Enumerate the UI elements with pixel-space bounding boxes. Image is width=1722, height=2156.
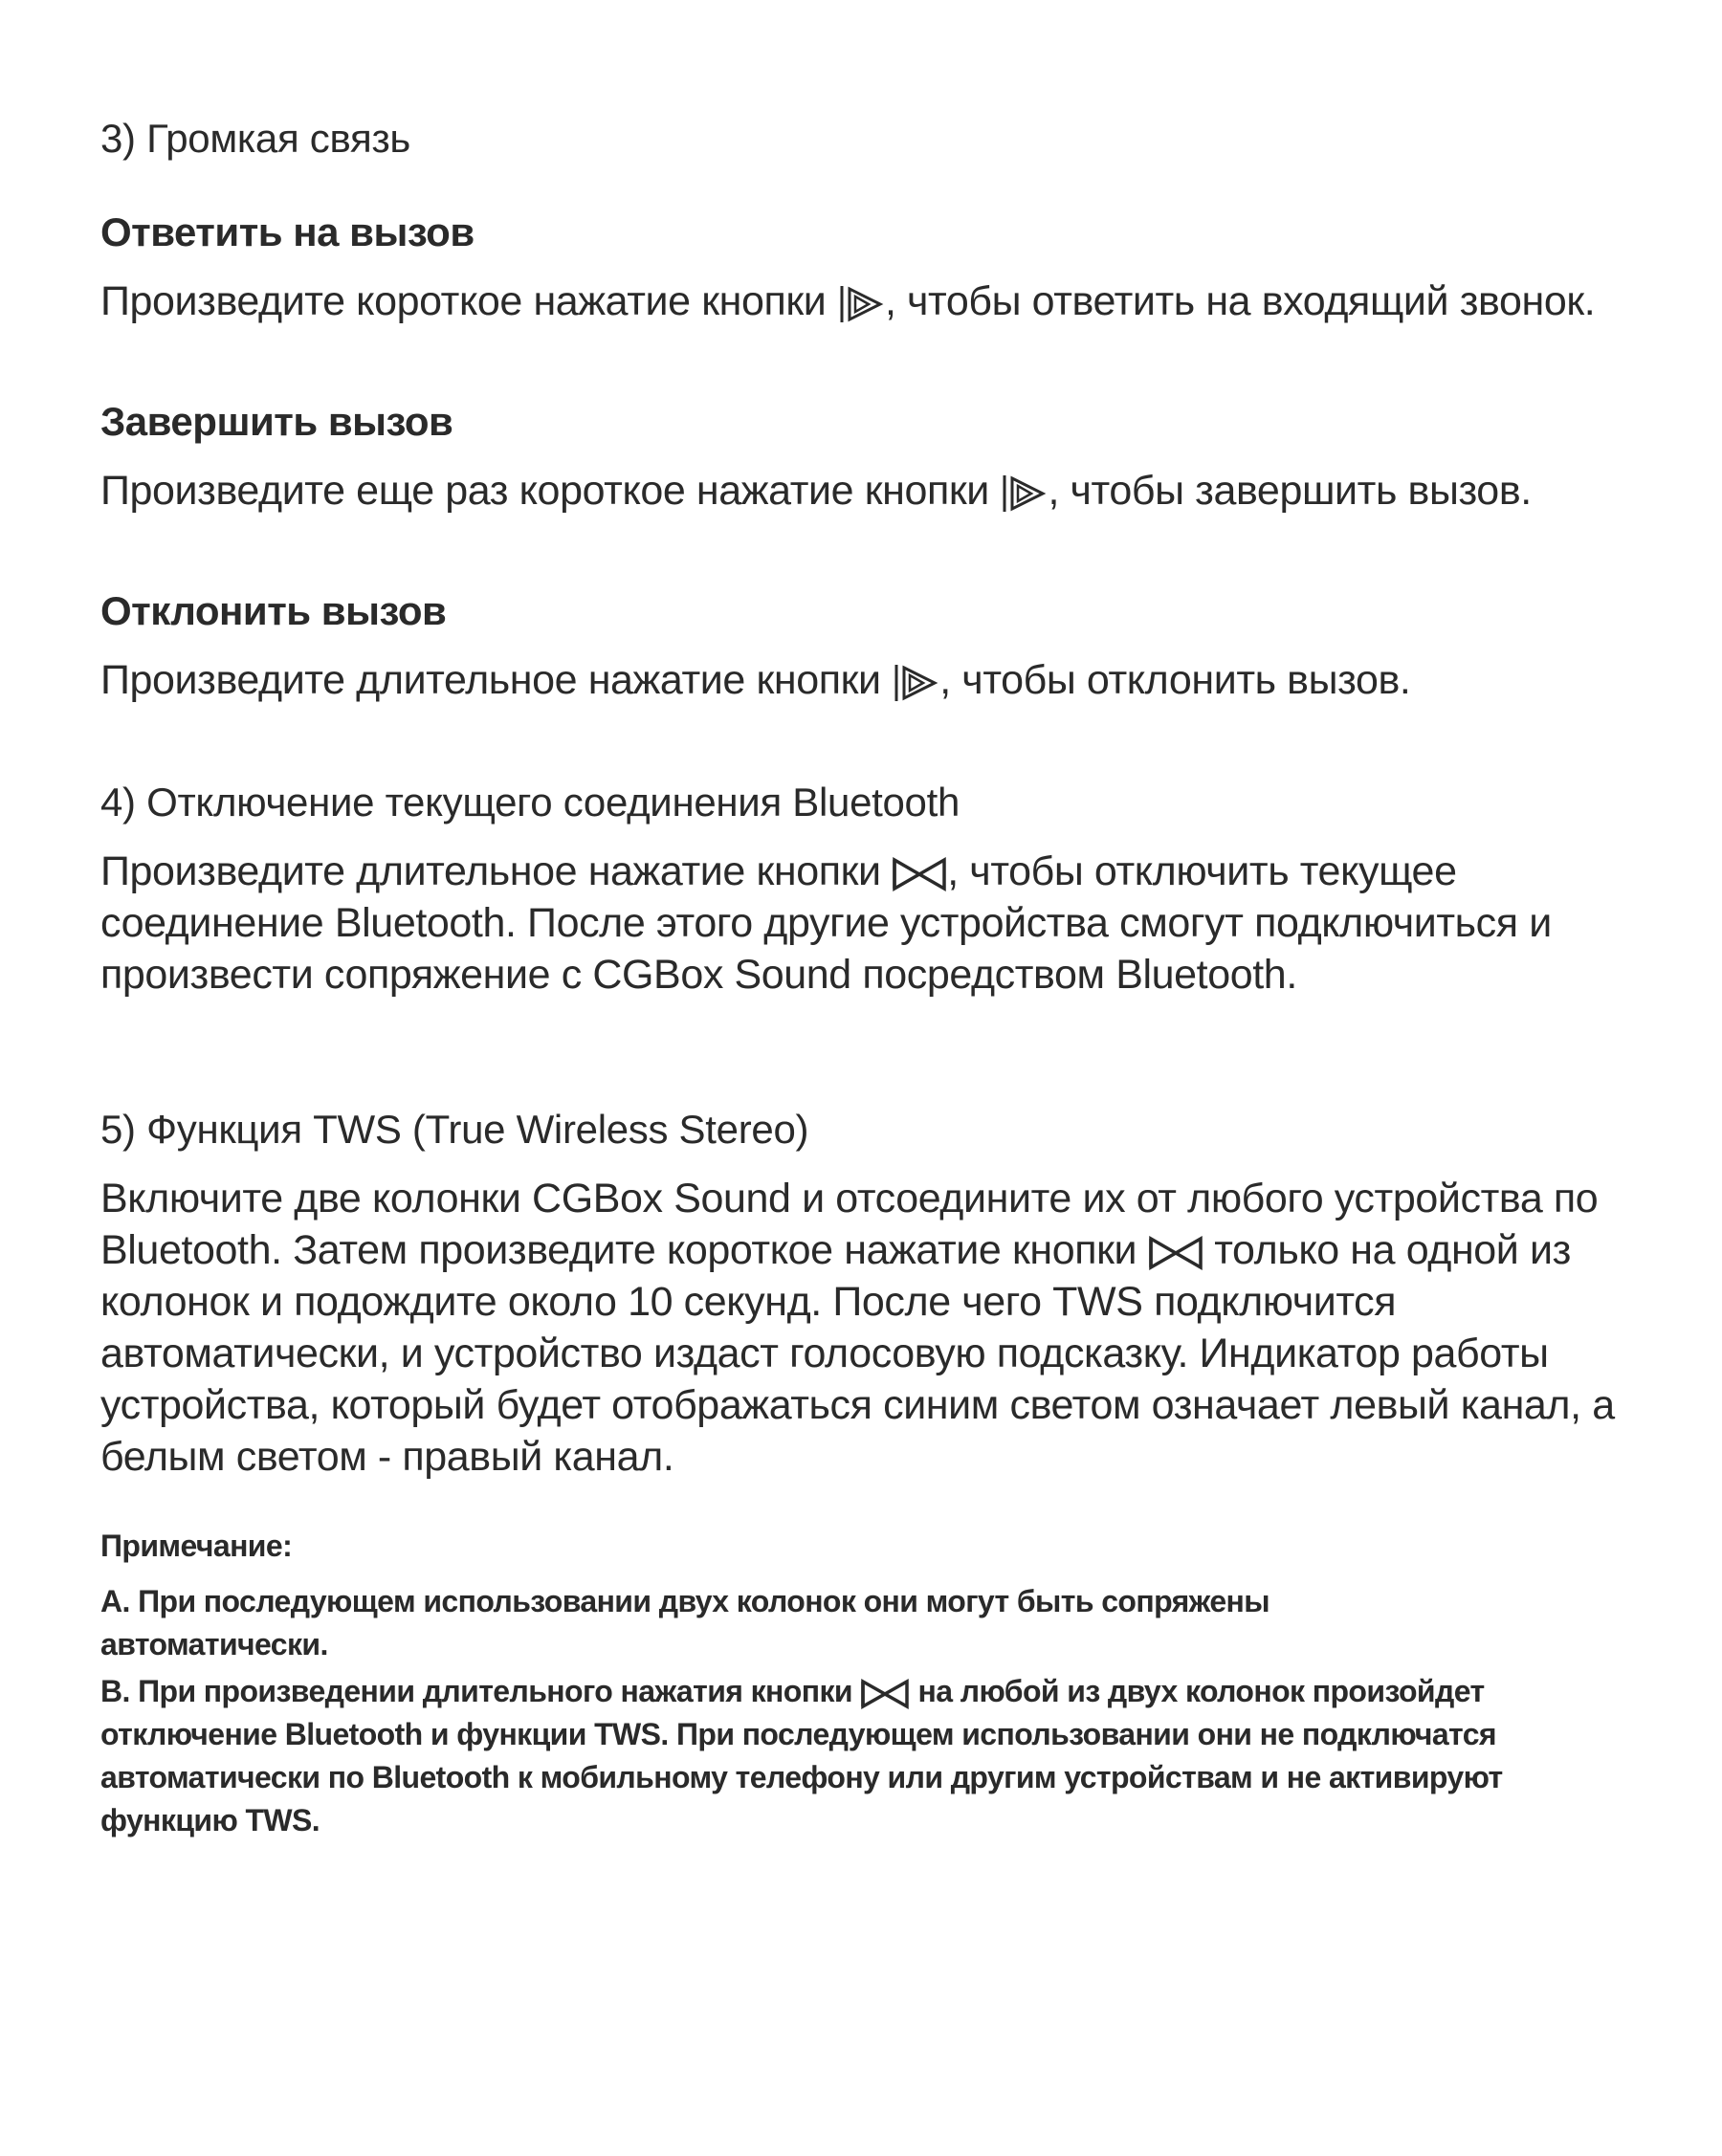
tws-text [100, 1173, 1631, 1483]
bt-disconnect-text-before: Произведите длительное нажатие кнопки [100, 848, 893, 894]
end-call-heading: Завершить вызов [100, 399, 453, 444]
note-title: Примечание: [100, 1529, 293, 1563]
bt-disconnect-text [100, 846, 1641, 1001]
tws-text-after: только на одной из колонок и подождите около 10 секунд. После чего TWS подключится автоматически, и устройство издаст голосовую подсказку. Индикатор работы устройства, который будет отображаться синим светом означает левый канал, а белым светом - правый канал. [100, 1227, 1615, 1480]
section-4-title: 4) Отключение текущего соединения Bluetooth [100, 780, 960, 825]
answer-call-heading: Ответить на вызов [100, 209, 475, 254]
note-item-b-after: на любой из двух колонок произойдет отключение Bluetooth и функции TWS. При последующем использовании они не подключатся автоматически по Bluetooth к мобильному телефону или другим устройствам и не активируют функцию TWS. [100, 1674, 1503, 1837]
note-item-b-before: B. При произведении длительного нажатия кнопки [100, 1674, 861, 1708]
answer-call-text-after: , чтобы ответить на входящий звонок. [884, 278, 1596, 324]
reject-call-text-after: , чтобы отклонить вызов. [939, 657, 1411, 703]
note-item-a: A. При последующем использовании двух колонок они могут быть сопряжены автоматически. [100, 1584, 1270, 1661]
bowtie-button-icon [892, 855, 947, 893]
end-call-text-after: , чтобы завершить вызов. [1048, 468, 1532, 514]
bowtie-button-icon [1148, 1234, 1203, 1272]
note-item-b [100, 1670, 1574, 1842]
bowtie-button-icon [860, 1678, 910, 1710]
answer-call-text [100, 275, 1631, 327]
end-call-text-before: Произведите еще раз короткое нажатие кнопки [100, 468, 1001, 514]
section-5-title: 5) Функция TWS (True Wireless Stereo) [100, 1107, 809, 1152]
reject-call-heading: Отклонить вызов [100, 588, 447, 633]
reject-call-text-before: Произведите длительное нажатие кнопки [100, 657, 893, 703]
tws-text-before: Включите две колонки CGBox Sound и отсоедините их от любого устройства по Bluetooth. Затем произведите короткое нажатие кнопки [100, 1176, 1599, 1273]
play-button-icon [1000, 473, 1048, 515]
answer-call-text-before: Произведите короткое нажатие кнопки [100, 278, 837, 324]
reject-call-text [100, 654, 1669, 706]
section-3-title: 3) Громкая связь [100, 116, 410, 161]
play-button-icon [892, 662, 939, 704]
play-button-icon [837, 283, 885, 325]
bt-disconnect-text-after: , чтобы отключить текущее соединение Bluetooth. После этого другие устройства смогут подключиться и произвести сопряжение с CGBox Sound посредством Bluetooth. [100, 848, 1552, 998]
end-call-text [100, 465, 1593, 517]
